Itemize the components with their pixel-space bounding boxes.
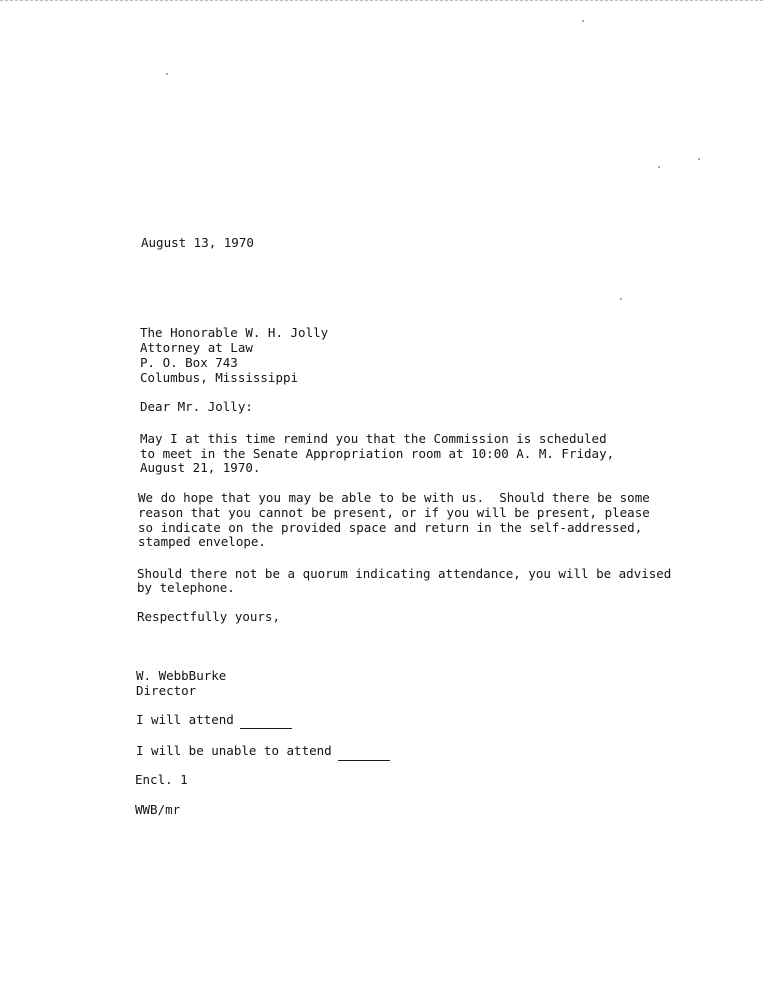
paragraph-line: stamped envelope. [138,534,266,549]
paragraph-line: reason that you cannot be present, or if you will be present, please [138,505,650,520]
enclosure-note: Encl. 1 [135,772,188,787]
address-line: P. O. Box 743 [140,355,238,370]
address-line: Columbus, Mississippi [140,370,299,385]
unable-label: I will be unable to attend [136,743,332,758]
signer-title: Director [136,683,197,698]
closing: Respectfully yours, [137,609,280,624]
paragraph-line: by telephone. [137,580,235,595]
paragraph-line: We do hope that you may be able to be with us. Should there be some [138,490,650,505]
scan-speck [582,20,584,22]
salutation: Dear Mr. Jolly: [140,399,253,414]
address-line: The Honorable W. H. Jolly [140,325,329,340]
scan-speck [166,73,168,75]
address-line: Attorney at Law [140,340,253,355]
paragraph-line: Should there not be a quorum indicating attendance, you will be advised [137,566,672,581]
scan-speck [698,158,700,160]
reference-initials: WWB/mr [135,802,181,817]
paragraph-line: to meet in the Senate Appropriation room at 10:00 A. M. Friday, [140,446,615,461]
unable-blank [338,760,390,761]
paragraph-line: so indicate on the provided space and return in the self-addressed, [138,520,643,535]
signer-name: W. WebbBurke [136,668,227,683]
letter-date: August 13, 1970 [141,235,254,250]
paragraph-line: August 21, 1970. [140,460,261,475]
attend-blank [240,728,292,729]
scan-speck [658,166,660,168]
attend-label: I will attend [136,712,234,727]
paragraph-line: May I at this time remind you that the Commission is scheduled [140,431,607,446]
scan-speck [620,298,622,300]
page-top-edge [0,0,763,1]
